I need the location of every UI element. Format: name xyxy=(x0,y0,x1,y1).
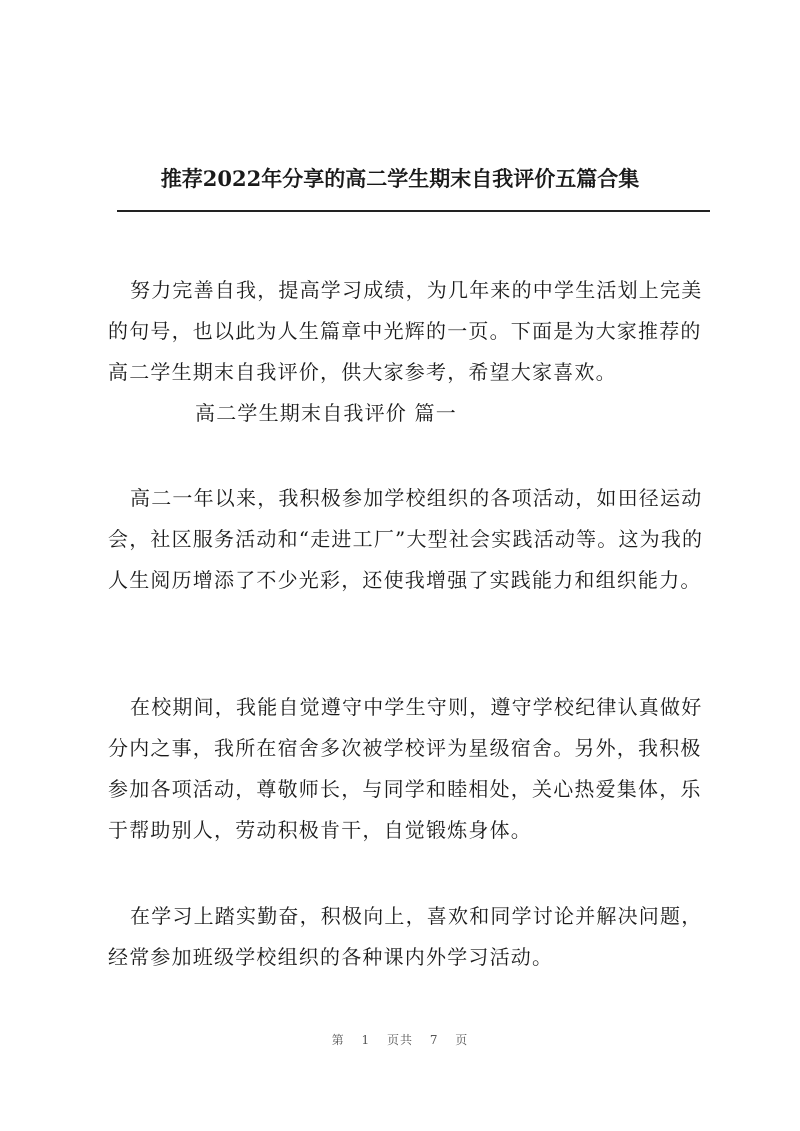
current-page-number: 1 xyxy=(361,1033,371,1047)
total-pages-number: 7 xyxy=(429,1033,439,1047)
body-paragraph-1: 高二一年以来，我积极参加学校组织的各项活动，如田径运动会，社区服务活动和“走进工厂”大型社会实践活动等。这为我的人生阅历增添了不少光彩，还使我增强了实践能力和组织能力。 xyxy=(108,486,704,592)
page-label-mid: 页共 xyxy=(386,1033,413,1047)
section-heading: 高二学生期末自我评价 篇一 xyxy=(195,401,457,425)
page-label-prefix: 第 xyxy=(331,1033,345,1047)
body-paragraph-3: 在学习上踏实勤奋，积极向上，喜欢和同学讨论并解决问题，经常参加班级学校组织的各种课内外学习活动。 xyxy=(108,904,703,969)
title-divider xyxy=(117,210,710,212)
page-footer xyxy=(0,1031,800,1048)
page-label-suffix: 页 xyxy=(455,1033,469,1047)
body-paragraph-2: 在校期间，我能自觉遵守中学生守则，遵守学校纪律认真做好分内之事，我所在宿舍多次被学校评为星级宿舍。另外，我积极参加各项活动，尊敬师长，与同学和睦相处，关心热爱集体，乐于帮助别人，劳动积极肯干，自觉锻炼身体。 xyxy=(108,695,703,842)
document-title: 推荐2022年分享的高二学生期末自我评价五篇合集 xyxy=(160,166,640,191)
intro-paragraph: 努力完善自我，提高学习成绩，为几年来的中学生活划上完美的句号，也以此为人生篇章中光辉的一页。下面是为大家推荐的高二学生期末自我评价，供大家参考，希望大家喜欢。 xyxy=(108,278,703,384)
